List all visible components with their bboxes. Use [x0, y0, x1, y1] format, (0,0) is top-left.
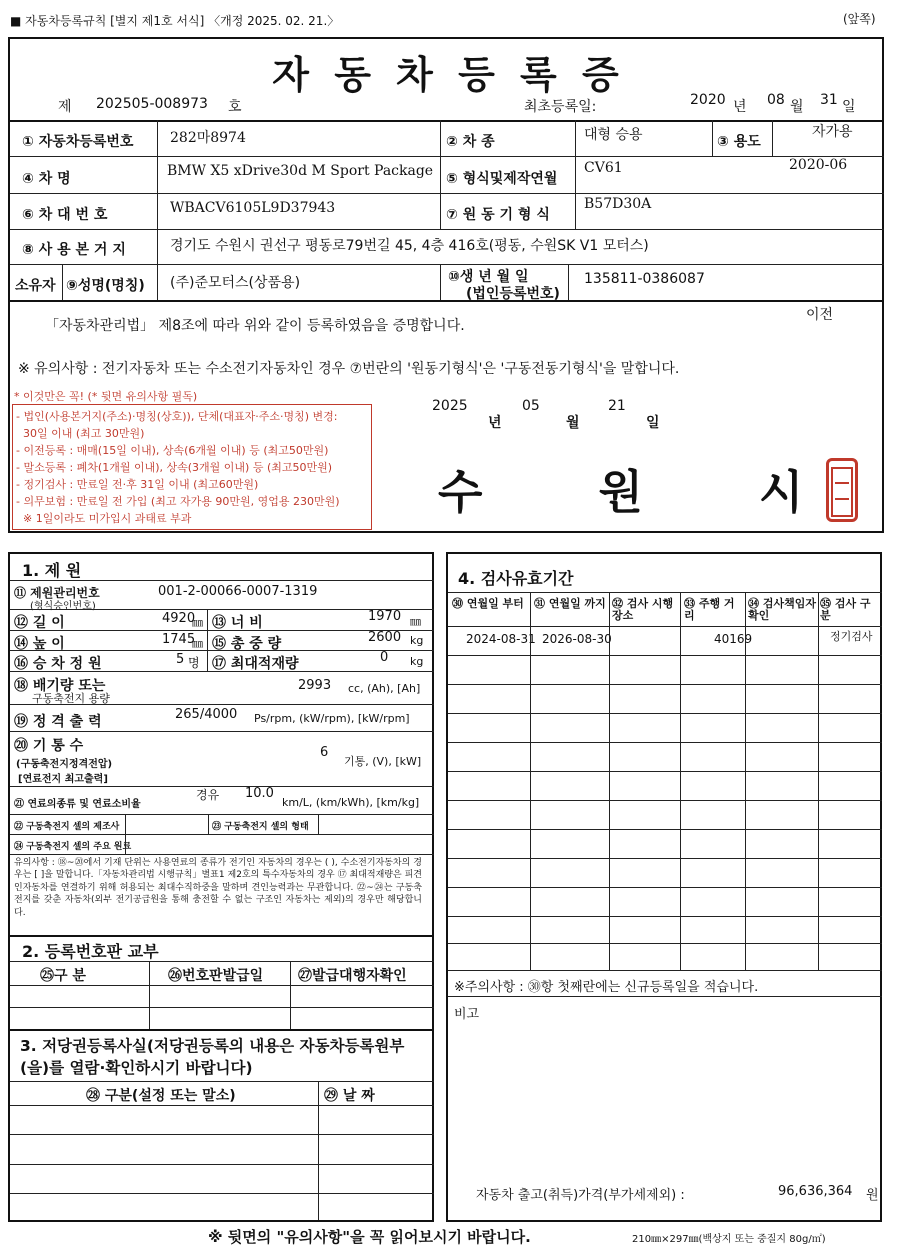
model-date-label: ⑤ 형식및제작연월: [446, 171, 558, 187]
official-seal: [826, 458, 858, 522]
vehicle-name-label: ④ 차 명: [22, 171, 71, 187]
engine-type-value: B57D30A: [584, 196, 652, 212]
penalty-list: [16, 408, 339, 527]
price-value: 96,636,364: [778, 1184, 853, 1199]
seating-value: 5: [176, 652, 185, 667]
battery-maker-label: ㉒ 구동축전지 셀의 제조사: [14, 822, 120, 832]
cylinders-value: 6: [320, 745, 329, 760]
inspection-title: 4. 검사유효기간: [458, 569, 574, 588]
max-load-unit: kg: [410, 655, 424, 668]
battery-material-label: ㉔ 구동축전지 셀의 주요 원료: [14, 842, 132, 852]
page-side-label: (앞쪽): [843, 12, 876, 26]
price-unit: 원: [866, 1188, 879, 1203]
issue-day-label: 일: [646, 415, 660, 431]
penalty-notice-box: [12, 404, 372, 530]
engine-type-label: ⑦ 원 동 기 형 식: [446, 207, 550, 223]
cylinders-label: ⑳ 기 통 수: [14, 738, 84, 754]
gross-weight-label: ⑮ 총 중 량: [212, 636, 282, 652]
issue-year-label: 년: [488, 415, 502, 431]
insp-header-mileage: ㉝ 주행 거리: [684, 597, 735, 622]
width-label: ⑬ 너 비: [212, 615, 263, 631]
vehicle-name-value: BMW X5 xDrive30d M Sport Package: [167, 163, 434, 179]
transfer-mark: 이전: [806, 307, 834, 323]
reg-no-value: 202505-008973: [96, 96, 208, 112]
first-reg-day: 31: [820, 92, 838, 108]
insp-header-place: ㉜ 검사 시행장소: [612, 597, 674, 622]
battery-cell-type-label: ㉓ 구동축전지 셀의 형태: [212, 822, 309, 832]
lien-type-header: ㉘ 구분(설정 또는 말소): [86, 1088, 236, 1104]
usage-label: ③ 용도: [717, 134, 761, 150]
price-label: 자동차 출고(취득)가격(부가세제외) :: [476, 1188, 685, 1203]
reg-no-suffix: 호: [228, 99, 242, 115]
spec-id-label: ⑪ 제원관리번호: [14, 586, 100, 600]
gross-weight-value: 2600: [368, 630, 402, 645]
corp-reg-value: 135811-0386087: [584, 271, 705, 287]
owner-name-label: ⑨성명(명칭): [66, 278, 145, 294]
reg-number-value: 282마8974: [170, 130, 246, 146]
address-value: 경기도 수원시 권선구 평동로79번길 45, 4층 416호(평동, 수원SK V1 모터스): [170, 238, 649, 254]
corp-reg-sublabel: (법인등록번호): [466, 286, 560, 302]
month-label: 월: [790, 99, 804, 115]
displacement-label: ⑱ 배기량 또는: [14, 678, 106, 694]
cylinders-sublabel-2: [연료전지 최고출력]: [18, 774, 108, 785]
plate-issue-date-header: ㉖번호판발급일: [168, 968, 264, 984]
day-label: 일: [842, 99, 856, 115]
seating-label: ⑯ 승 차 정 원: [14, 656, 102, 672]
vin-value: WBACV6105L9D37943: [170, 200, 336, 216]
insp-row-mileage: 40169: [714, 632, 753, 646]
displacement-sublabel: 구동축전지 용량: [32, 692, 110, 705]
seating-unit: 명: [188, 656, 200, 670]
max-load-value: 0: [380, 650, 389, 665]
issue-month: 05: [522, 398, 540, 414]
insp-row-to: 2026-08-30: [542, 632, 612, 646]
width-unit: ㎜: [410, 615, 421, 628]
vehicle-type-label: ② 차 종: [446, 134, 495, 150]
penalty-item: - 말소등록 : 폐차(1개월 이내), 상속(3개월 이내) 등 (최고50만원): [16, 461, 333, 474]
page-title: 자 동 차 등 록 증: [272, 52, 625, 97]
penalty-item: - 정기검사 : 만료일 전·후 31일 이내 (최고60만원): [16, 478, 259, 491]
first-reg-year: 2020: [690, 92, 726, 108]
gross-weight-unit: kg: [410, 634, 424, 647]
displacement-unit: cc, (Ah), [Ah]: [348, 682, 421, 695]
insp-header-inspector: ㉞ 검사책임자확인: [748, 597, 816, 622]
warning-title: * 이것만은 꼭! (* 뒷면 유의사항 필독): [14, 390, 198, 403]
length-value: 4920: [162, 611, 196, 626]
issue-month-label: 월: [566, 415, 580, 431]
usage-value: 자가용: [812, 124, 853, 140]
plate-category-header: ㉕구 분: [40, 968, 86, 984]
rated-output-unit: Ps/rpm, (kW/rpm), [kW/rpm]: [254, 712, 410, 725]
specs-note: 유의사항 : ⑱~⑳에서 기재 단위는 사용연료의 종류가 전기인 자동차의 경우는 ( ), 수소전기자동차의 경우는 [ ]을 말합니다.「자동차관리법 시행규칙」별표1 제2호의 특수자동차의 경우 ⑰ 최대적재량은 피견인자동차를 연결하기 위해 허용되는 최대수직하중을 말하며 견인능력과는 무관합니다. ㉒~㉔는 구동축전지를 갖춘 자동차(외부 전기공급원을 통해 충전할 수 없는 구조인 자동차는 제외)의 경우만 해당합니다.: [14, 858, 422, 918]
form-reference: ■ 자동차등록규칙 [별지 제1호 서식] 〈개정 2025. 02. 21.〉: [10, 14, 340, 28]
penalty-item: ※ 1일이라도 미가입시 과태료 부과: [16, 512, 192, 525]
inspection-note: ※주의사항 : ㉚항 첫째란에는 신규등록일을 적습니다.: [454, 980, 759, 995]
address-label: ⑧ 사 용 본 거 지: [22, 242, 126, 258]
birth-date-label: ⑩생 년 월 일: [448, 269, 529, 285]
first-reg-month: 08: [767, 92, 785, 108]
fuel-label: ㉑ 연료의종류 및 연료소비율: [14, 799, 141, 810]
plate-agent-header: ㉗발급대행자확인: [298, 968, 407, 984]
reg-no-prefix: 제: [58, 99, 72, 115]
owner-name-value: (주)준모터스(상품용): [170, 275, 301, 291]
fuel-economy-value: 10.0: [245, 786, 274, 801]
vehicle-type-value: 대형 승용: [584, 127, 643, 143]
specs-title: 1. 제 원: [22, 561, 82, 580]
height-unit: ㎜: [192, 637, 203, 650]
footer-notice: ※ 뒷면의 "유의사항"을 꼭 읽어보시기 바랍니다.: [208, 1228, 531, 1246]
cylinders-sublabel-1: (구동축전지정격전압): [16, 759, 113, 770]
paper-spec: 210㎜×297㎜(백상지 또는 중질지 80g/㎡): [632, 1234, 826, 1245]
height-value: 1745: [162, 632, 196, 647]
insp-header-type: ㉟ 검사 구분: [820, 597, 871, 622]
length-unit: ㎜: [192, 616, 203, 629]
fuel-economy-unit: km/L, (km/kWh), [km/kg]: [282, 796, 420, 809]
issue-day: 21: [608, 398, 626, 414]
penalty-item: 30일 이내 (최고 30만원): [16, 427, 145, 440]
seal-icon: [829, 465, 855, 519]
issuing-authority: 수 원 시: [438, 465, 854, 519]
rated-output-label: ⑲ 정 격 출 력: [14, 714, 102, 730]
owner-label: 소유자: [15, 278, 56, 294]
max-load-label: ⑰ 최대적재량: [212, 656, 299, 672]
rated-output-value: 265/4000: [175, 707, 238, 722]
year-label: 년: [733, 99, 747, 115]
spec-id-value: 001-2-00066-0007-1319: [158, 584, 318, 599]
vin-label: ⑥ 차 대 번 호: [22, 207, 108, 223]
electric-vehicle-notice: ※ 유의사항 : 전기자동차 또는 수소전기자동차인 경우 ⑦번란의 '원동기형식'은 '구동전동기형식'을 말합니다.: [18, 361, 680, 377]
fuel-type-value: 경유: [196, 788, 220, 802]
height-label: ⑭ 높 이: [14, 636, 65, 652]
insp-header-from: ㉚ 연월일 부터: [452, 597, 524, 610]
penalty-item: - 의무보험 : 만료일 전 가입 (최고 자가용 90만원, 영업용 230만원): [16, 495, 340, 508]
first-reg-label: 최초등록일:: [524, 99, 597, 115]
lien-date-header: ㉙ 날 짜: [324, 1088, 375, 1104]
reg-number-label: ① 자동차등록번호: [22, 134, 134, 150]
length-label: ⑫ 길 이: [14, 615, 65, 631]
certification-statement: 「자동차관리법」 제8조에 따라 위와 같이 등록하였음을 증명합니다.: [45, 318, 465, 334]
width-value: 1970: [368, 609, 402, 624]
remarks-label: 비고: [454, 1007, 480, 1022]
plate-title: 2. 등록번호판 교부: [22, 942, 159, 961]
insp-header-to: ㉛ 연월일 까지: [534, 597, 606, 610]
displacement-value: 2993: [298, 678, 332, 693]
model-value: CV61: [584, 160, 623, 176]
manufacture-date-value: 2020-06: [789, 157, 848, 173]
spec-id-sublabel: (형식승인번호): [30, 601, 96, 612]
cylinders-unit: 기통, (V), [kW]: [344, 755, 422, 768]
insp-row-type: 정기검사: [830, 630, 873, 643]
penalty-item: - 법인(사용본거지(주소)·명칭(상호)), 단체(대표자·주소·명칭) 변경:: [16, 410, 338, 423]
insp-row-from: 2024-08-31: [466, 632, 536, 646]
lien-title: 3. 저당권등록사실(저당권등록의 내용은 자동차등록원부(을)를 열람·확인하시기 바랍니다): [20, 1037, 405, 1077]
penalty-item: - 이전등록 : 매매(15일 이내), 상속(6개월 이내) 등 (최고50만원): [16, 444, 329, 457]
issue-year: 2025: [432, 398, 468, 414]
